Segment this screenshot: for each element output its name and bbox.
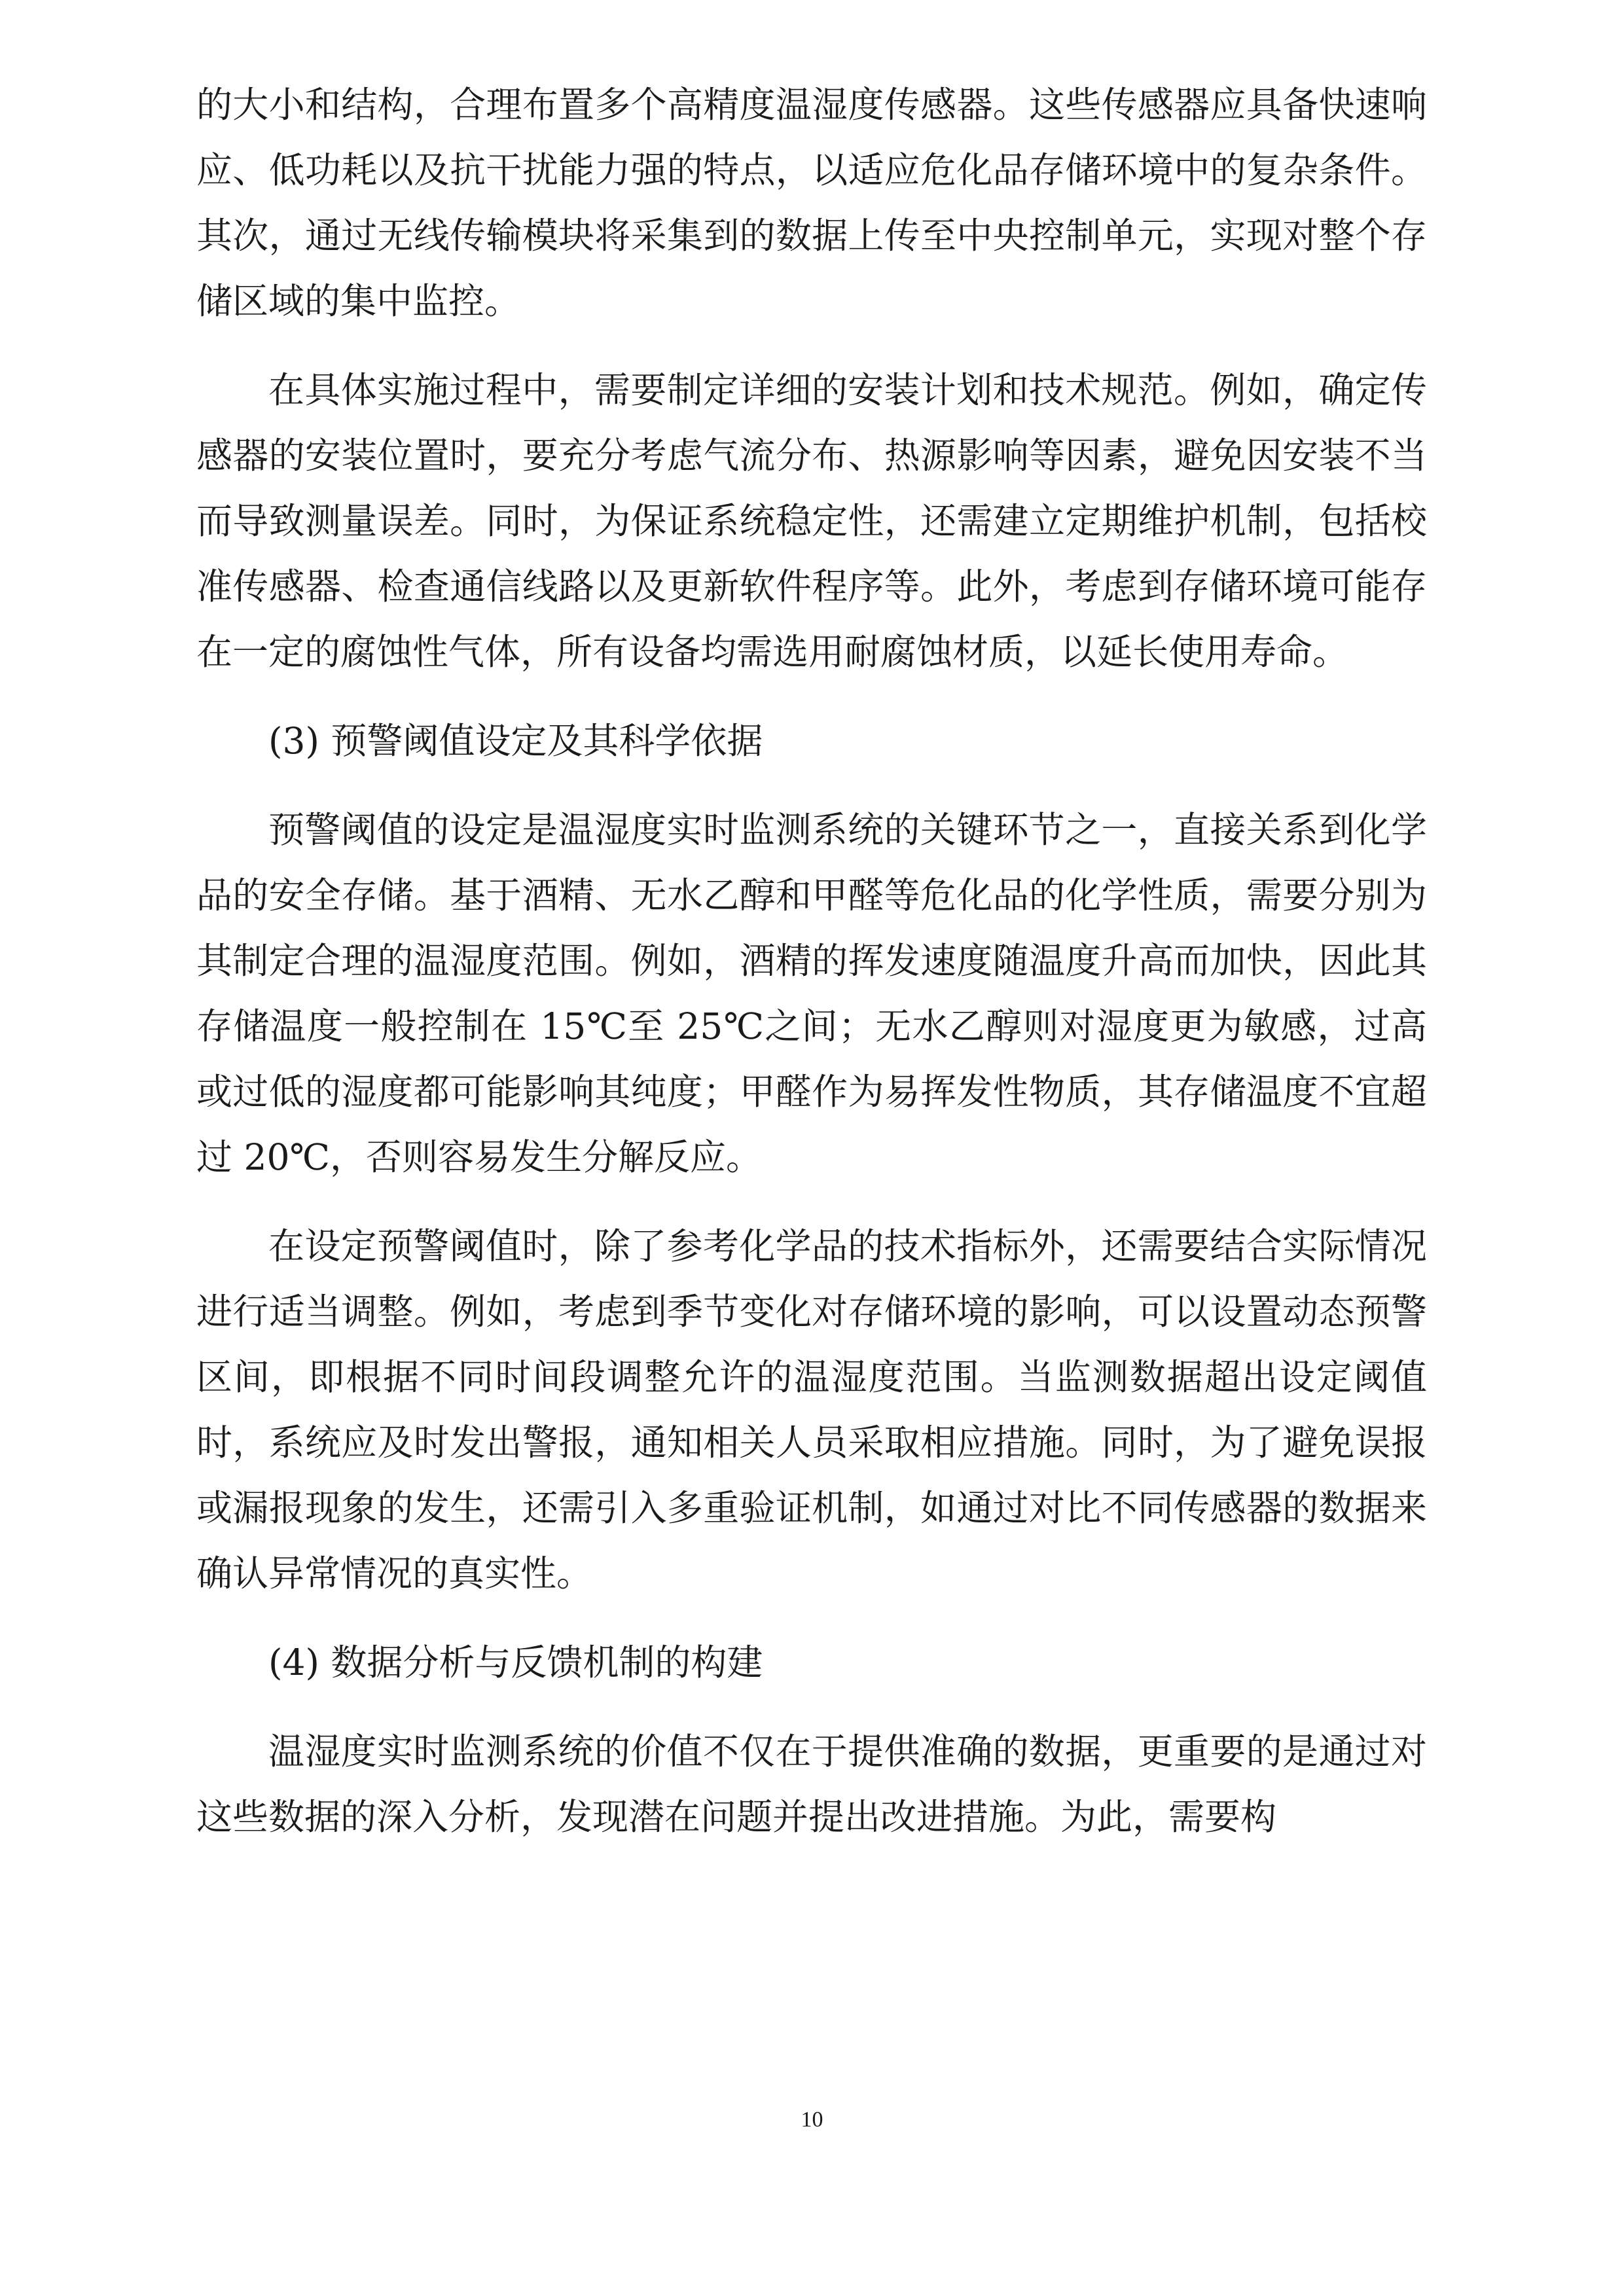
paragraph-data-analysis: 温湿度实时监测系统的价值不仅在于提供准确的数据，更重要的是通过对这些数据的深入分析，发现潜在问题并提出改进措施。为此，需要构 bbox=[196, 1731, 1427, 1838]
section-heading-4: (4) 数据分析与反馈机制的构建 bbox=[268, 1641, 763, 1683]
paragraph-sensor-layout: 的大小和结构，合理布置多个高精度温湿度传感器。这些传感器应具备快速响应、低功耗以及抗干扰能力强的特点，以适应危化品存储环境中的复杂条件。其次，通过无线传输模块将采集到的数据上传至中央控制单元，实现对整个存储区域的集中监控。 bbox=[196, 84, 1427, 322]
paragraph-threshold-setting: 预警阈值的设定是温湿度实时监测系统的关键环节之一，直接关系到化学品的安全存储。基于酒精、无水乙醇和甲醛等危化品的化学性质，需要分别为其制定合理的温湿度范围。例如，酒精的挥发速度随温度升高而加快，因此其存储温度一般控制在 15℃至 25℃之间；无水乙醇则对湿度更为敏感，过高或过低的湿度都可能影响其纯度；甲醛作为易挥发性物质，其存储温度不宜超过 20℃，否则容易发生分解反应。 bbox=[196, 809, 1427, 1178]
paragraph-installation-plan: 在具体实施过程中，需要制定详细的安装计划和技术规范。例如，确定传感器的安装位置时，要充分考虑气流分布、热源影响等因素，避免因安装不当而导致测量误差。同时，为保证系统稳定性，还需建立定期维护机制，包括校准传感器、检查通信线路以及更新软件程序等。此外，考虑到存储环境可能存在一定的腐蚀性气体，所有设备均需选用耐腐蚀材质，以延长使用寿命。 bbox=[196, 369, 1427, 673]
document-body bbox=[196, 72, 1427, 1873]
paragraph-threshold-adjustment: 在设定预警阈值时，除了参考化学品的技术指标外，还需要结合实际情况进行适当调整。例如，考虑到季节变化对存储环境的影响，可以设置动态预警区间，即根据不同时间段调整允许的温湿度范围。当监测数据超出设定阈值时，系统应及时发出警报，通知相关人员采取相应措施。同时，为了避免误报或漏报现象的发生，还需引入多重验证机制，如通过对比不同传感器的数据来确认异常情况的真实性。 bbox=[196, 1225, 1427, 1594]
section-heading-3: (3) 预警阈值设定及其科学依据 bbox=[268, 720, 763, 762]
page-number: 10 bbox=[801, 2108, 823, 2132]
